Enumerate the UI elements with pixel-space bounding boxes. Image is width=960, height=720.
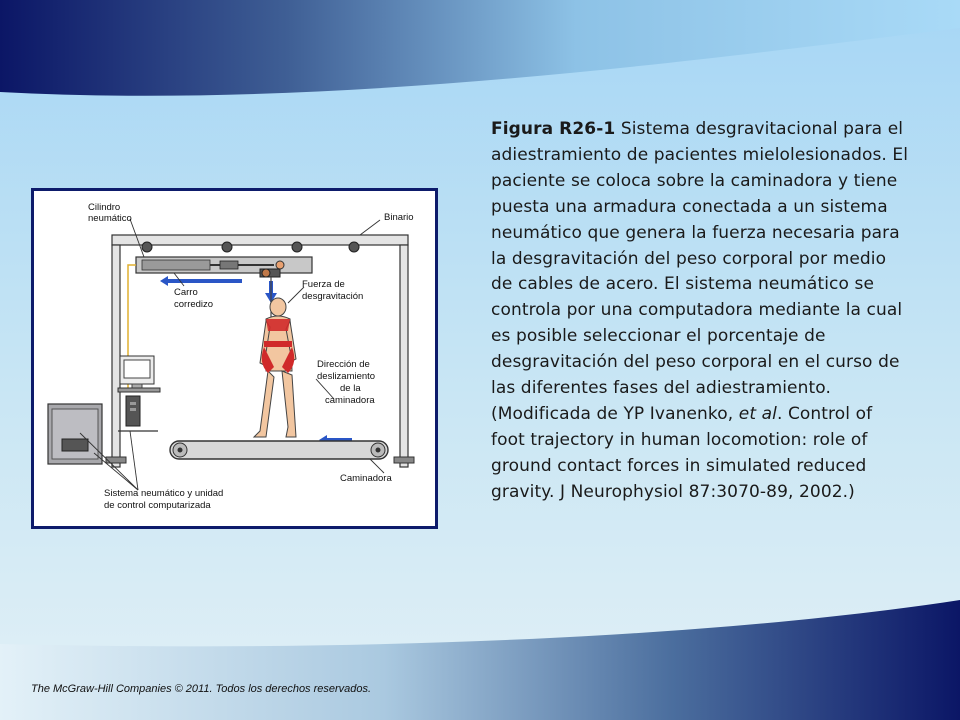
pneumatic-cylinder [136,257,312,273]
caption-citation: (Modificada de YP Ivanenko, [491,403,734,424]
label-rail: Binario [384,212,414,223]
label-system-1: Sistema neumático y unidad [104,488,224,499]
label-treadmill: Caminadora [340,473,392,484]
treadmill-illustration [34,191,435,526]
label-cylinder-1: Cilindro [88,202,121,213]
figure-frame [31,188,438,529]
treadmill [170,441,388,459]
label-force-2: desgravitación [302,291,364,302]
label-direction-4: caminadora [325,395,375,406]
caption-body: Sistema desgravitacional para el adiestramiento de pacientes mielolesionados. El paciente se coloca sobre la caminadora y tiene puesta una armadura conectada a un sistema neumático que genera la fuerza necesaria para la desgravitación del peso corporal por medio de cables de acero. El sistema neumático se controla por una computadora mediante la cual es posible seleccionar el porcentaje de desgravitación del peso corporal en el curso de las diferentes fases del adiestramiento. [491,119,909,399]
label-cylinder-2: neumático [88,213,132,224]
label-direction-3: de la [340,383,361,394]
label-system-2: de control computarizada [104,500,211,511]
computer [118,356,160,431]
caption-citation-rest: . Control of foot trajectory in human locomotion: role of ground contact forces in simulated reduced gravity. J Neurophysiol 87:3070-89, 2002.) [491,403,873,502]
caption-title: Figura R26-1 [491,119,616,139]
label-carriage-1: Carro [174,287,198,298]
sliding-carriage [260,269,280,277]
label-direction-2: deslizamiento [317,371,376,382]
control-unit [48,404,102,464]
label-direction-1: Dirección de [317,359,370,370]
label-force-1: Fuerza de [302,279,345,290]
figure-caption [491,117,911,506]
patient-figure [254,298,296,437]
copyright-footer: The McGraw-Hill Companies © 2011. Todos los derechos reservados. [31,683,372,695]
label-carriage-2: corredizo [174,299,214,310]
caption-citation-etal: et al [738,403,777,424]
